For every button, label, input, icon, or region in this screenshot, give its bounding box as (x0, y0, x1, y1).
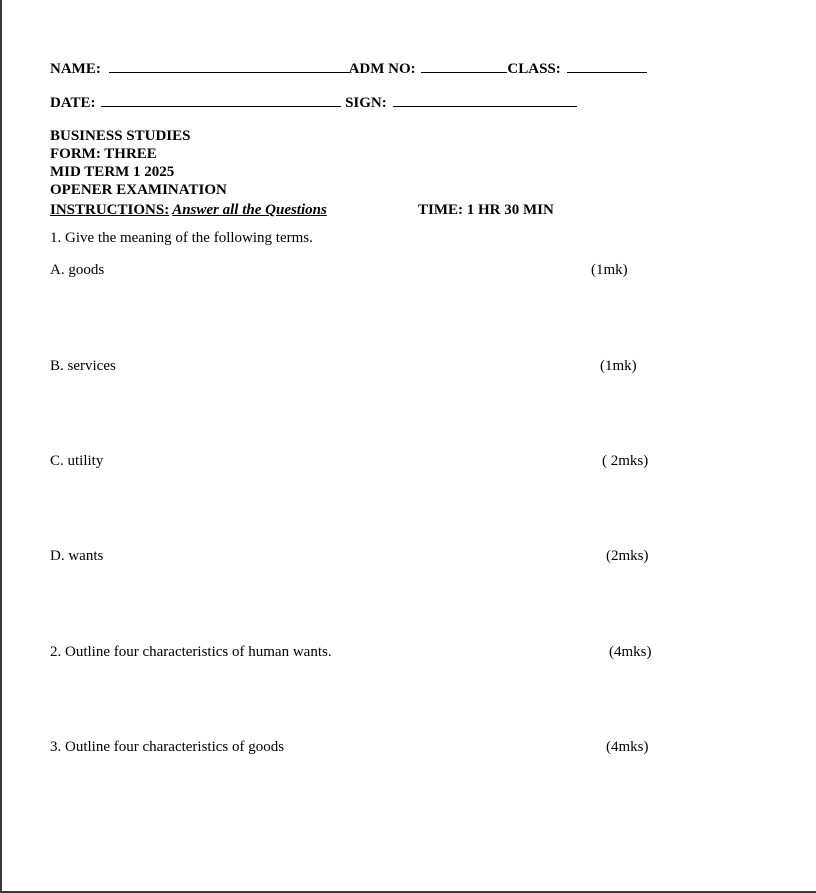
adm-label: ADM NO: (348, 61, 416, 77)
instructions-line (50, 202, 327, 219)
adm-blank (421, 60, 507, 73)
question-2-marks: (4mks) (609, 644, 652, 660)
question-1d: D. wants (50, 548, 104, 564)
term-line: MID TERM 1 2025 (50, 164, 175, 180)
sign-blank (393, 94, 577, 107)
question-2: 2. Outline four characteristics of human wants. (50, 644, 332, 660)
name-blank (109, 60, 349, 73)
question-3: 3. Outline four characteristics of goods (50, 739, 285, 755)
class-blank (567, 60, 647, 73)
instructions-text: Answer all the Questions (172, 202, 327, 218)
date-blank (101, 94, 341, 107)
sign-label: SIGN: (345, 95, 387, 111)
question-1d-marks: (2mks) (606, 548, 649, 564)
instructions-label: INSTRUCTIONS: (50, 202, 170, 218)
exam-type-line: OPENER EXAMINATION (50, 182, 227, 198)
question-1-stem: 1. Give the meaning of the following terms. (50, 230, 313, 246)
time-allowed: TIME: 1 HR 30 MIN (418, 202, 554, 218)
form-line: FORM: THREE (50, 146, 157, 162)
question-1a-marks: (1mk) (591, 262, 628, 278)
question-1c: C. utility (50, 453, 104, 469)
name-label: NAME: (50, 61, 101, 77)
subject-title: BUSINESS STUDIES (50, 128, 191, 144)
header-row-1 (50, 60, 647, 78)
question-1a: A. goods (50, 262, 105, 278)
class-label: CLASS: (507, 61, 561, 77)
question-1b-marks: (1mk) (600, 358, 637, 374)
date-label: DATE: (50, 95, 96, 111)
question-1b: B. services (50, 358, 116, 374)
header-row-2 (50, 94, 577, 112)
question-1c-marks: ( 2mks) (602, 453, 649, 469)
question-3-marks: (4mks) (606, 739, 649, 755)
